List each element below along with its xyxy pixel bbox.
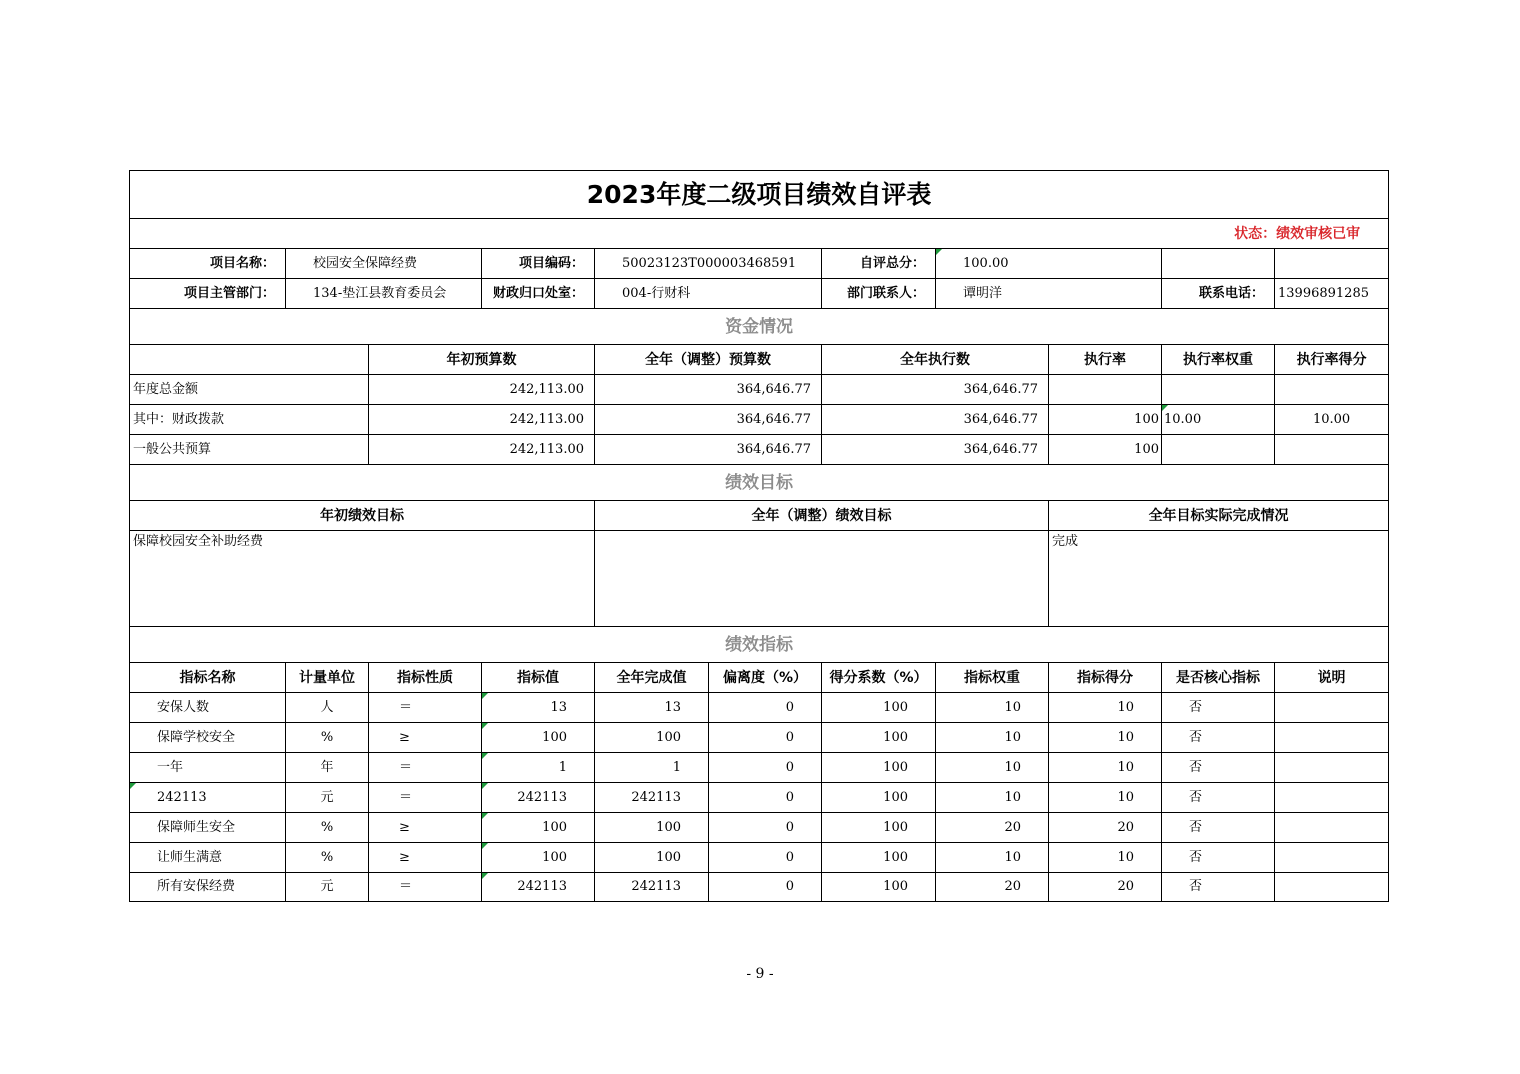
status-row bbox=[130, 219, 1389, 249]
phone-label: 联系电话： bbox=[1162, 279, 1275, 309]
ind-core: 否 bbox=[1162, 753, 1275, 783]
ind-coef: 100 bbox=[822, 723, 936, 753]
funds-row-label: 一般公共预算 bbox=[130, 435, 369, 465]
ind-name: 保障学校安全 bbox=[130, 723, 286, 753]
ind-core: 否 bbox=[1162, 873, 1275, 902]
funds-row-initial: 242,113.00 bbox=[369, 375, 595, 405]
ind-name: 一年 bbox=[130, 753, 286, 783]
funds-header-weight: 执行率权重 bbox=[1162, 345, 1275, 375]
ind-core: 否 bbox=[1162, 693, 1275, 723]
ind-name: 所有安保经费 bbox=[130, 873, 286, 902]
ind-value: 100 bbox=[482, 843, 595, 873]
ind-unit: % bbox=[286, 843, 369, 873]
empty-cell bbox=[1162, 249, 1275, 279]
funds-row-score bbox=[1275, 435, 1389, 465]
ind-weight: 10 bbox=[936, 693, 1049, 723]
project-code-label: 项目编码： bbox=[482, 249, 595, 279]
ind-core: 否 bbox=[1162, 783, 1275, 813]
ind-deviation: 0 bbox=[709, 873, 822, 902]
goals-header-completion: 全年目标实际完成情况 bbox=[1049, 501, 1389, 531]
status-text: 状态：绩效审核已审 bbox=[130, 219, 1389, 249]
ind-nature: ＝ bbox=[369, 693, 482, 723]
ind-header-unit: 计量单位 bbox=[286, 663, 369, 693]
indicators-section-row bbox=[130, 627, 1389, 663]
ind-actual: 242113 bbox=[595, 873, 709, 902]
ind-note bbox=[1275, 693, 1389, 723]
ind-header-actual: 全年完成值 bbox=[595, 663, 709, 693]
contact-person-label: 部门联系人： bbox=[822, 279, 936, 309]
ind-actual: 100 bbox=[595, 843, 709, 873]
ind-name: 242113 bbox=[130, 783, 286, 813]
ind-weight: 10 bbox=[936, 843, 1049, 873]
ind-nature: ＝ bbox=[369, 873, 482, 902]
self-evaluation-table bbox=[129, 170, 1389, 902]
ind-header-nature: 指标性质 bbox=[369, 663, 482, 693]
ind-weight: 20 bbox=[936, 813, 1049, 843]
funds-header-initial: 年初预算数 bbox=[369, 345, 595, 375]
ind-header-coef: 得分系数（%） bbox=[822, 663, 936, 693]
ind-note bbox=[1275, 813, 1389, 843]
funds-row-weight bbox=[1162, 435, 1275, 465]
ind-note bbox=[1275, 873, 1389, 902]
funds-row bbox=[130, 405, 1389, 435]
ind-core: 否 bbox=[1162, 723, 1275, 753]
funds-row-executed: 364,646.77 bbox=[822, 405, 1049, 435]
ind-coef: 100 bbox=[822, 843, 936, 873]
ind-unit: 人 bbox=[286, 693, 369, 723]
ind-weight: 20 bbox=[936, 873, 1049, 902]
ind-score: 10 bbox=[1049, 693, 1162, 723]
funds-row-score bbox=[1275, 375, 1389, 405]
ind-value: 1 bbox=[482, 753, 595, 783]
funds-row-adjusted: 364,646.77 bbox=[595, 435, 822, 465]
ind-header-weight: 指标权重 bbox=[936, 663, 1049, 693]
funds-header-score: 执行率得分 bbox=[1275, 345, 1389, 375]
funds-row-rate bbox=[1049, 375, 1162, 405]
ind-deviation: 0 bbox=[709, 753, 822, 783]
ind-coef: 100 bbox=[822, 873, 936, 902]
ind-deviation: 0 bbox=[709, 783, 822, 813]
ind-weight: 10 bbox=[936, 783, 1049, 813]
ind-score: 20 bbox=[1049, 813, 1162, 843]
funds-header-row bbox=[130, 345, 1389, 375]
project-info-row bbox=[130, 279, 1389, 309]
ind-coef: 100 bbox=[822, 813, 936, 843]
self-score-value: 100.00 bbox=[936, 249, 1162, 279]
funds-row-adjusted: 364,646.77 bbox=[595, 405, 822, 435]
ind-note bbox=[1275, 843, 1389, 873]
funds-row-initial: 242,113.00 bbox=[369, 435, 595, 465]
title-row bbox=[130, 171, 1389, 219]
ind-value: 100 bbox=[482, 813, 595, 843]
contact-person-value: 谭明洋 bbox=[936, 279, 1162, 309]
goals-header-row bbox=[130, 501, 1389, 531]
ind-header-note: 说明 bbox=[1275, 663, 1389, 693]
self-score-label: 自评总分： bbox=[822, 249, 936, 279]
indicator-row bbox=[130, 723, 1389, 753]
empty-cell bbox=[1275, 249, 1389, 279]
ind-weight: 10 bbox=[936, 723, 1049, 753]
funds-row-label: 年度总金额 bbox=[130, 375, 369, 405]
ind-value: 242113 bbox=[482, 783, 595, 813]
ind-nature: ≥ bbox=[369, 843, 482, 873]
ind-deviation: 0 bbox=[709, 813, 822, 843]
ind-name: 让师生满意 bbox=[130, 843, 286, 873]
ind-deviation: 0 bbox=[709, 723, 822, 753]
ind-unit: 元 bbox=[286, 783, 369, 813]
department-value: 134-垫江县教育委员会 bbox=[286, 279, 482, 309]
funds-header-adjusted: 全年（调整）预算数 bbox=[595, 345, 822, 375]
ind-name: 保障师生安全 bbox=[130, 813, 286, 843]
funds-header-rate: 执行率 bbox=[1049, 345, 1162, 375]
ind-core: 否 bbox=[1162, 843, 1275, 873]
indicators-header-row bbox=[130, 663, 1389, 693]
project-name-value: 校园安全保障经费 bbox=[286, 249, 482, 279]
ind-coef: 100 bbox=[822, 783, 936, 813]
ind-weight: 10 bbox=[936, 753, 1049, 783]
ind-nature: ＝ bbox=[369, 783, 482, 813]
project-code-value: 50023123T000003468591 bbox=[595, 249, 822, 279]
funds-row-initial: 242,113.00 bbox=[369, 405, 595, 435]
funds-row-weight: 10.00 bbox=[1162, 405, 1275, 435]
ind-actual: 1 bbox=[595, 753, 709, 783]
ind-coef: 100 bbox=[822, 753, 936, 783]
funds-row-executed: 364,646.77 bbox=[822, 375, 1049, 405]
ind-header-score: 指标得分 bbox=[1049, 663, 1162, 693]
ind-value: 242113 bbox=[482, 873, 595, 902]
ind-nature: ＝ bbox=[369, 753, 482, 783]
ind-score: 10 bbox=[1049, 723, 1162, 753]
ind-score: 10 bbox=[1049, 843, 1162, 873]
finance-office-label: 财政归口处室： bbox=[482, 279, 595, 309]
ind-note bbox=[1275, 783, 1389, 813]
ind-score: 10 bbox=[1049, 753, 1162, 783]
goals-adjusted-text bbox=[595, 531, 1049, 627]
ind-coef: 100 bbox=[822, 693, 936, 723]
ind-actual: 100 bbox=[595, 723, 709, 753]
ind-score: 10 bbox=[1049, 783, 1162, 813]
ind-core: 否 bbox=[1162, 813, 1275, 843]
funds-row-rate: 100 bbox=[1049, 405, 1162, 435]
funds-row-label: 其中：财政拨款 bbox=[130, 405, 369, 435]
ind-note bbox=[1275, 723, 1389, 753]
page-number: - 9 - bbox=[746, 966, 774, 982]
funds-row-adjusted: 364,646.77 bbox=[595, 375, 822, 405]
ind-unit: % bbox=[286, 723, 369, 753]
indicator-row bbox=[130, 873, 1389, 902]
indicator-row bbox=[130, 783, 1389, 813]
goals-header-initial: 年初绩效目标 bbox=[130, 501, 595, 531]
indicator-row bbox=[130, 693, 1389, 723]
funds-row-weight bbox=[1162, 375, 1275, 405]
ind-nature: ≥ bbox=[369, 813, 482, 843]
ind-deviation: 0 bbox=[709, 693, 822, 723]
ind-actual: 100 bbox=[595, 813, 709, 843]
indicator-row bbox=[130, 753, 1389, 783]
ind-score: 20 bbox=[1049, 873, 1162, 902]
project-name-label: 项目名称： bbox=[130, 249, 286, 279]
ind-header-value: 指标值 bbox=[482, 663, 595, 693]
indicator-row bbox=[130, 813, 1389, 843]
ind-header-name: 指标名称 bbox=[130, 663, 286, 693]
ind-header-deviation: 偏离度（%） bbox=[709, 663, 822, 693]
finance-office-value: 004-行财科 bbox=[595, 279, 822, 309]
funds-header-executed: 全年执行数 bbox=[822, 345, 1049, 375]
ind-header-core: 是否核心指标 bbox=[1162, 663, 1275, 693]
funds-row bbox=[130, 435, 1389, 465]
ind-unit: 年 bbox=[286, 753, 369, 783]
ind-deviation: 0 bbox=[709, 843, 822, 873]
project-info-row bbox=[130, 249, 1389, 279]
table-title: 2023年度二级项目绩效自评表 bbox=[130, 171, 1389, 219]
ind-actual: 242113 bbox=[595, 783, 709, 813]
ind-value: 100 bbox=[482, 723, 595, 753]
funds-row bbox=[130, 375, 1389, 405]
goals-header-adjusted: 全年（调整）绩效目标 bbox=[595, 501, 1049, 531]
goals-initial-text: 保障校园安全补助经费 bbox=[130, 531, 595, 627]
ind-unit: % bbox=[286, 813, 369, 843]
goals-section-title: 绩效目标 bbox=[130, 465, 1389, 501]
ind-note bbox=[1275, 753, 1389, 783]
ind-name: 安保人数 bbox=[130, 693, 286, 723]
department-label: 项目主管部门： bbox=[130, 279, 286, 309]
funds-row-score: 10.00 bbox=[1275, 405, 1389, 435]
funds-row-executed: 364,646.77 bbox=[822, 435, 1049, 465]
goals-completion-text: 完成 bbox=[1049, 531, 1389, 627]
indicator-row bbox=[130, 843, 1389, 873]
empty-header-cell bbox=[130, 345, 369, 375]
indicators-section-title: 绩效指标 bbox=[130, 627, 1389, 663]
ind-actual: 13 bbox=[595, 693, 709, 723]
funds-section-row bbox=[130, 309, 1389, 345]
goals-content-row bbox=[130, 531, 1389, 627]
funds-section-title: 资金情况 bbox=[130, 309, 1389, 345]
ind-unit: 元 bbox=[286, 873, 369, 902]
phone-value: 13996891285 bbox=[1275, 279, 1389, 309]
ind-value: 13 bbox=[482, 693, 595, 723]
goals-section-row bbox=[130, 465, 1389, 501]
funds-row-rate: 100 bbox=[1049, 435, 1162, 465]
ind-nature: ≥ bbox=[369, 723, 482, 753]
